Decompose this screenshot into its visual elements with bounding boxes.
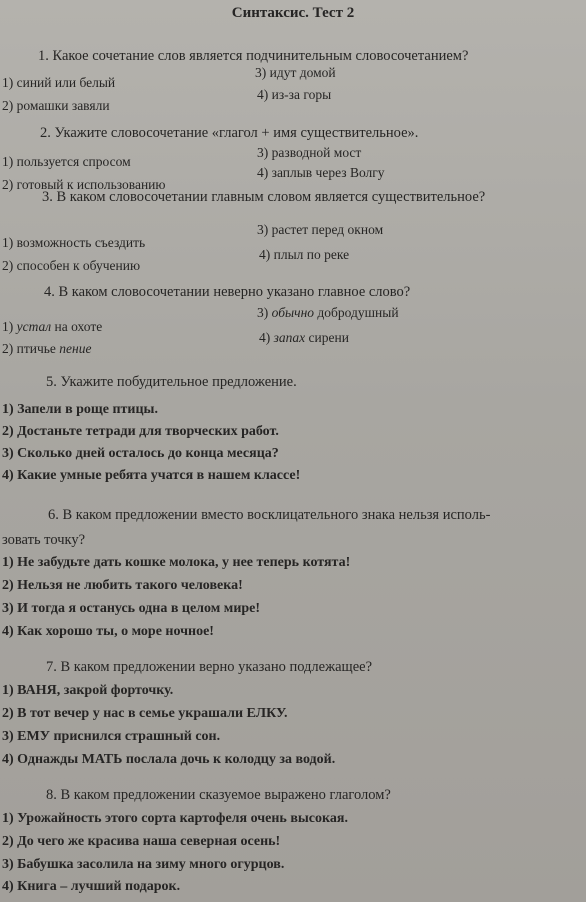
q3-option-4: 4) плыл по реке bbox=[259, 247, 350, 262]
q3-option-3: 3) растет перед окном bbox=[257, 222, 384, 237]
q4-option-1 bbox=[2, 320, 102, 334]
question-5-text: 5. Укажите побудительное предложение. bbox=[46, 374, 297, 390]
question-4-text: 4. В каком словосочетании неверно указано главное слово? bbox=[44, 284, 411, 300]
q2-option-2: 2) готовый к использованию bbox=[2, 177, 166, 192]
q5-option-1: 1) Запели в роще птицы. bbox=[2, 402, 158, 417]
q1-option-1: 1) синий или белый bbox=[2, 75, 116, 90]
q4-option-4-dependent: сирени bbox=[305, 330, 349, 345]
question-7-text: 7. В каком предложении верно указано подлежащее? bbox=[46, 659, 373, 675]
q7-option-3: 3) ЕМУ приснился страшный сон. bbox=[2, 729, 221, 744]
question-6-text-line-2: зовать точку? bbox=[2, 532, 86, 548]
q1-option-4: 4) из-за горы bbox=[257, 87, 332, 102]
q2-option-4: 4) заплыв через Волгу bbox=[257, 165, 385, 180]
q1-option-2: 2) ромашки завяли bbox=[2, 98, 110, 113]
q8-option-3: 3) Бабушка засолила на зиму много огурцов. bbox=[2, 857, 285, 872]
question-8-text: 8. В каком предложении сказуемое выражено глаголом? bbox=[46, 787, 391, 803]
q8-option-2: 2) До чего же красива наша северная осень! bbox=[2, 834, 281, 849]
q4-option-4-number: 4) bbox=[259, 330, 274, 345]
q8-option-1: 1) Урожайность этого сорта картофеля очень высокая. bbox=[2, 811, 348, 826]
q4-option-2-main-word: пение bbox=[59, 341, 92, 356]
q4-option-2-lead: 2) птичье bbox=[2, 341, 60, 356]
question-1-text: 1. Какое сочетание слов является подчинительным словосочетанием? bbox=[38, 48, 469, 64]
q4-option-2 bbox=[2, 342, 91, 356]
q4-option-3-number: 3) bbox=[257, 305, 272, 320]
q4-option-3-dependent: добродушный bbox=[314, 305, 399, 320]
q1-option-3: 3) идут домой bbox=[255, 65, 336, 80]
q6-option-3: 3) И тогда я останусь одна в целом мире! bbox=[2, 601, 261, 616]
q5-option-3: 3) Сколько дней осталось до конца месяца? bbox=[2, 446, 279, 461]
q4-option-1-main-word: устал bbox=[16, 319, 52, 334]
q6-option-1: 1) Не забудьте дать кошке молока, у нее теперь котята! bbox=[2, 555, 351, 570]
q4-option-3 bbox=[257, 306, 399, 320]
q4-option-1-dependent: на охоте bbox=[51, 319, 103, 334]
q7-option-2: 2) В тот вечер у нас в семье украшали ЕЛКУ. bbox=[2, 706, 288, 721]
q3-option-1: 1) возможность съездить bbox=[2, 235, 146, 250]
q4-option-4 bbox=[259, 331, 349, 345]
question-2-text: 2. Укажите словосочетание «глагол + имя существительное». bbox=[40, 125, 419, 141]
q5-option-2: 2) Достаньте тетради для творческих работ. bbox=[2, 424, 279, 439]
question-3-text: 3. В каком словосочетании главным словом является существительное? bbox=[42, 189, 486, 205]
page-title: Синтаксис. Тест 2 bbox=[231, 5, 355, 21]
q4-option-3-main-word: обычно bbox=[271, 305, 315, 320]
q2-option-1: 1) пользуется спросом bbox=[2, 154, 131, 169]
q8-option-4: 4) Книга – лучший подарок. bbox=[2, 879, 181, 894]
q6-option-4: 4) Как хорошо ты, о море ночное! bbox=[2, 624, 214, 639]
q3-option-2: 2) способен к обучению bbox=[2, 258, 141, 273]
q4-option-4-main-word: запах bbox=[273, 330, 306, 345]
q7-option-1: 1) ВАНЯ, закрой форточку. bbox=[2, 683, 174, 698]
q4-option-1-number: 1) bbox=[2, 319, 17, 334]
q7-option-4: 4) Однажды МАТЬ послала дочь к колодцу за водой. bbox=[2, 752, 336, 767]
question-6-text-line-1: 6. В каком предложении вместо восклицательного знака нельзя исполь- bbox=[48, 507, 491, 523]
q6-option-2: 2) Нельзя не любить такого человека! bbox=[2, 578, 243, 593]
q5-option-4: 4) Какие умные ребята учатся в нашем классе! bbox=[2, 468, 301, 483]
q2-option-3: 3) разводной мост bbox=[257, 145, 362, 160]
